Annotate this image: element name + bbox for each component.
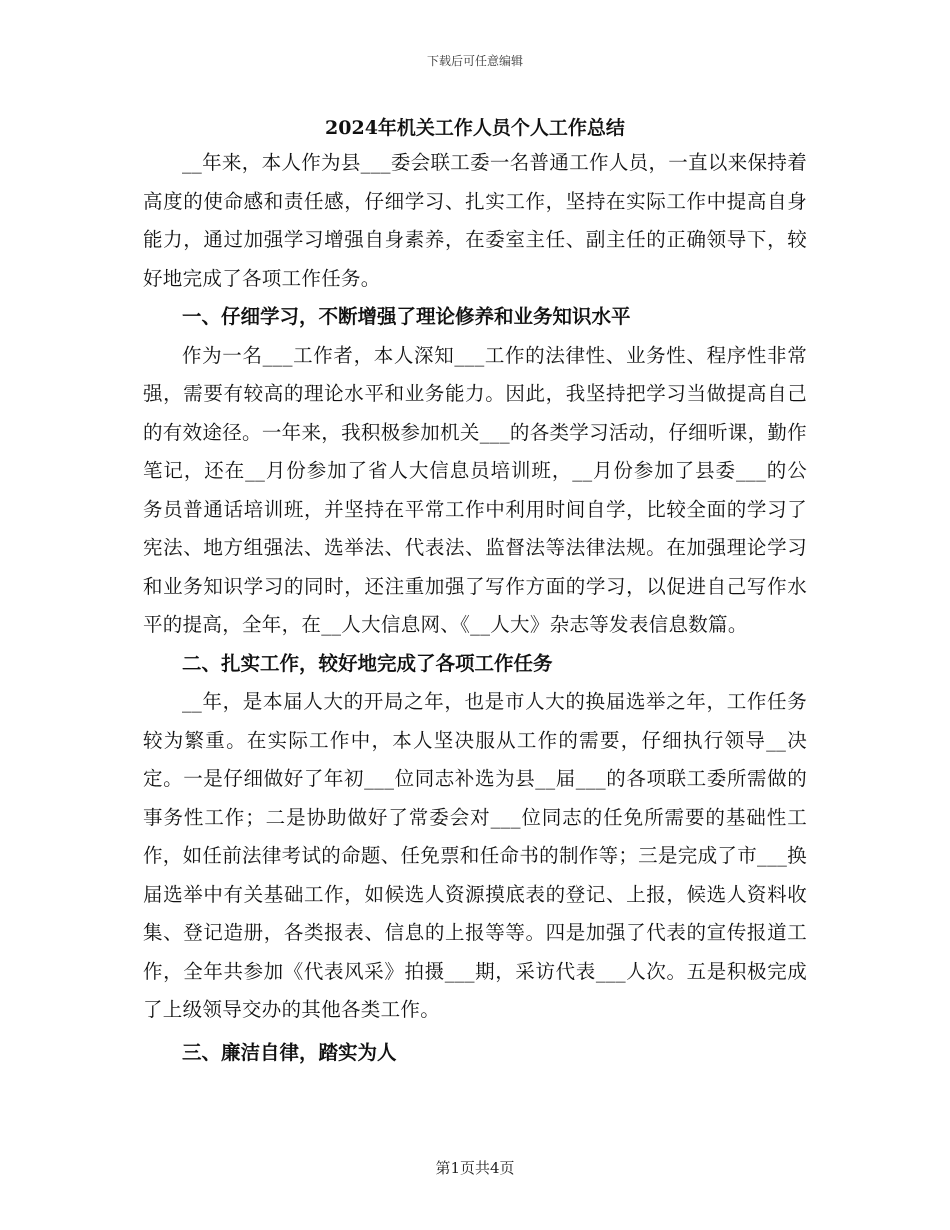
section-body-2: __年，是本届人大的开局之年，也是市人大的换届选举之年，工作任务较为繁重。在实际工作中，本人坚决服从工作的需要，仔细执行领导__决定。一是仔细做好了年初___位同志补选为县__届___的各项联工委所需做的事务性工作；二是协助做好了常委会对___位同志的任免所需要的基础性工作，如任前法律考试的命题、任免票和任命书的制作等；三是完成了市___换届选举中有关基础工作，如候选人资源摸底表的登记、上报，候选人资料收集、登记造册，各类报表、信息的上报等等。四是加强了代表的宣传报道工作，全年共参加《代表风采》拍摄___期，采访代表___人次。五是积极完成了上级领导交办的其他各类工作。 [143, 690, 807, 1021]
intro-paragraph: __年来，本人作为县___委会联工委一名普通工作人员，一直以来保持着高度的使命感和责任感，仔细学习、扎实工作，坚持在实际工作中提高自身能力，通过加强学习增强自身素养，在委室主任、副主任的正确领导下，较好地完成了各项工作任务。 [143, 151, 807, 290]
document-title: 2024年机关工作人员个人工作总结 [325, 117, 625, 139]
page-indicator: 第1页共4页 [435, 1159, 515, 1177]
section-body-1: 作为一名___工作者，本人深知___工作的法律性、业务性、程序性非常强，需要有较高的理论水平和业务能力。因此，我坚持把学习当做提高自己的有效途径。一年来，我积极参加机关___的各类学习活动，仔细听课，勤作笔记，还在__月份参加了省人大信息员培训班，__月份参加了县委___的公务员普通话培训班，并坚持在平常工作中利用时间自学，比较全面的学习了宪法、地方组强法、选举法、代表法、监督法等法律法规。在加强理论学习和业务知识学习的同时，还注重加强了写作方面的学习，以促进自己写作水平的提高，全年，在__人大信息网、《__人大》杂志等发表信息数篇。 [143, 343, 807, 636]
section-heading-2: 二、扎实工作，较好地完成了各项工作任务 [182, 651, 553, 675]
section-heading-3: 三、廉洁自律，踏实为人 [182, 1040, 397, 1064]
section-heading-1: 一、仔细学习，不断增强了理论修养和业务知识水平 [182, 305, 631, 328]
download-note: 下载后可任意编辑 [426, 54, 523, 68]
document-body [143, 112, 807, 1072]
